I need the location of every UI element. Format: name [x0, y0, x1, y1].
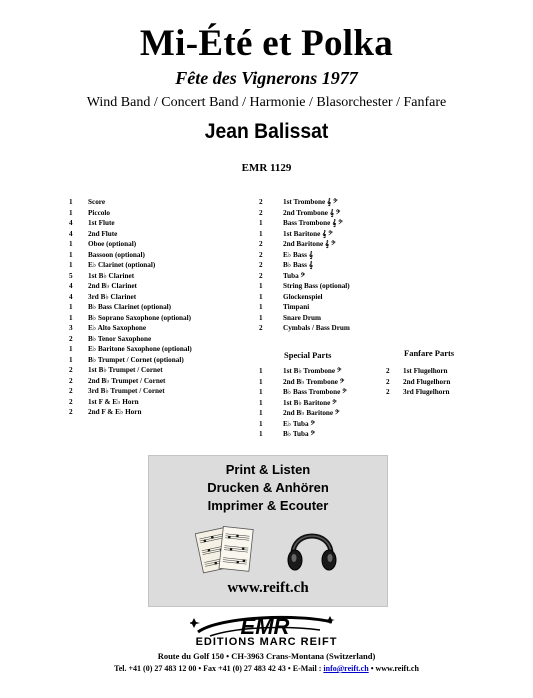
- part-name: 2nd F & E♭ Horn: [88, 408, 142, 416]
- sheet-music-icon: [195, 522, 257, 578]
- part-quantity: 1: [259, 419, 263, 428]
- part-name: 2nd B♭ Baritone 𝄢: [283, 409, 340, 417]
- part-name: 2nd B♭ Trumpet / Cornet: [88, 376, 166, 385]
- part-name: 1st Flute: [88, 219, 115, 227]
- part-quantity: 2: [386, 388, 390, 396]
- part-quantity: 2: [69, 408, 73, 416]
- part-quantity: 5: [69, 271, 73, 280]
- composer-name: Jean Balissat: [204, 120, 329, 143]
- part-name: 2nd Baritone 𝄞 𝄢: [283, 240, 336, 248]
- part-quantity: 1: [69, 240, 73, 248]
- part-name: Glockenspiel: [283, 292, 323, 301]
- part-name: Oboe (optional): [88, 240, 137, 248]
- part-name: Tuba 𝄢: [283, 271, 306, 280]
- subtitle: Fête des Vignerons 1977: [175, 68, 358, 88]
- catalog-number: EMR 1129: [241, 162, 292, 174]
- publisher-address: Route du Golf 150 • CH-3963 Crans-Montana (Switzerland): [157, 651, 376, 661]
- part-name: 1st F & E♭ Horn: [88, 397, 139, 406]
- part-quantity: 2: [69, 387, 73, 395]
- part-name: Score: [88, 198, 106, 206]
- part-quantity: 4: [69, 219, 73, 227]
- part-name: 1st B♭ Baritone 𝄢: [283, 398, 337, 407]
- contact-phone-fax: Tel. +41 (0) 27 483 12 00 • Fax +41 (0) 27 483 42 43 • E-Mail :: [114, 664, 324, 673]
- part-quantity: 1: [259, 377, 263, 386]
- part-name: B♭ Bass Trombone 𝄢: [283, 388, 347, 396]
- part-name: B♭ Tuba 𝄢: [283, 430, 315, 438]
- part-quantity: 1: [259, 409, 263, 417]
- part-quantity: 1: [69, 303, 73, 311]
- part-name: 1st Baritone 𝄞 𝄢: [283, 229, 333, 238]
- part-name: String Bass (optional): [283, 282, 350, 290]
- part-name: B♭ Trumpet / Cornet (optional): [88, 355, 184, 364]
- part-quantity: 1: [259, 313, 263, 322]
- print-listen-box: [148, 455, 388, 607]
- promo-line-english: Print & Listen: [225, 462, 311, 477]
- page-title: Mi-Été et Polka: [139, 23, 394, 64]
- part-name: 2nd B♭ Trombone 𝄢: [283, 377, 345, 386]
- part-quantity: 1: [69, 261, 73, 269]
- part-quantity: 1: [259, 430, 263, 438]
- ensemble-line: Wind Band / Concert Band / Harmonie / Blasorchester / Fanfare: [86, 95, 447, 110]
- emr-logo-text: EMR: [240, 614, 290, 639]
- part-quantity: 2: [259, 261, 263, 269]
- part-quantity: 1: [69, 355, 73, 364]
- part-quantity: 4: [69, 282, 73, 290]
- part-quantity: 1: [259, 367, 263, 375]
- part-quantity: 2: [259, 250, 263, 259]
- part-quantity: 1: [259, 229, 263, 238]
- part-quantity: 3: [69, 324, 73, 332]
- part-name: B♭ Tenor Saxophone: [88, 334, 152, 343]
- part-quantity: 4: [69, 229, 73, 238]
- part-name: 2nd B♭ Clarinet: [88, 282, 137, 290]
- part-name: 1st B♭ Trumpet / Cornet: [88, 366, 163, 374]
- part-quantity: 1: [69, 208, 73, 217]
- part-name: Snare Drum: [283, 313, 322, 322]
- part-name: Piccolo: [88, 208, 110, 217]
- promo-website[interactable]: www.reift.ch: [227, 580, 309, 596]
- part-name: 2nd Trombone 𝄞 𝄢: [283, 208, 341, 217]
- part-name: Timpani: [283, 303, 310, 311]
- part-name: E♭ Baritone Saxophone (optional): [88, 345, 192, 353]
- promo-line-german: Drucken & Anhören: [207, 480, 329, 495]
- part-quantity: 2: [69, 376, 73, 385]
- part-name: 3rd B♭ Trumpet / Cornet: [88, 387, 165, 395]
- part-name: 3rd B♭ Clarinet: [88, 292, 137, 301]
- headphones-icon: [285, 520, 339, 576]
- part-quantity: 1: [259, 303, 263, 311]
- part-name: B♭ Bass 𝄞: [283, 261, 314, 269]
- part-name: Bassoon (optional): [88, 250, 145, 259]
- part-name: E♭ Alto Saxophone: [88, 324, 147, 332]
- part-name: 2nd Flugelhorn: [403, 377, 451, 386]
- part-name: 3rd Flugelhorn: [403, 388, 450, 396]
- part-name: B♭ Bass Clarinet (optional): [88, 303, 172, 311]
- publisher-contact: [0, 664, 533, 673]
- part-name: E♭ Tuba 𝄢: [283, 419, 315, 428]
- part-quantity: 2: [259, 324, 263, 332]
- contact-website: • www.reift.ch: [368, 664, 419, 673]
- part-quantity: 2: [386, 377, 390, 386]
- fanfare-parts-heading: Fanfare Parts: [404, 348, 455, 358]
- part-name: E♭ Clarinet (optional): [88, 261, 156, 269]
- part-quantity: 2: [259, 271, 263, 280]
- part-name: 1st Flugelhorn: [403, 367, 448, 375]
- email-link[interactable]: info@reift.ch: [323, 664, 369, 673]
- part-name: 2nd Flute: [88, 229, 118, 238]
- part-quantity: 1: [259, 292, 263, 301]
- part-quantity: 2: [259, 208, 263, 217]
- part-name: 1st B♭ Trombone 𝄢: [283, 367, 342, 375]
- part-quantity: 2: [69, 366, 73, 374]
- part-quantity: 2: [69, 334, 73, 343]
- part-quantity: 1: [259, 388, 263, 396]
- part-quantity: 1: [259, 219, 263, 227]
- special-parts-heading: Special Parts: [284, 350, 332, 360]
- part-quantity: 1: [69, 345, 73, 353]
- part-name: Bass Trombone 𝄞 𝄢: [283, 219, 343, 227]
- part-name: E♭ Bass 𝄞: [283, 250, 314, 259]
- part-quantity: 1: [69, 313, 73, 322]
- part-name: B♭ Soprano Saxophone (optional): [88, 313, 192, 322]
- promo-line-french: Imprimer & Ecouter: [207, 498, 329, 513]
- part-quantity: 2: [69, 397, 73, 406]
- part-quantity: 1: [259, 282, 263, 290]
- part-quantity: 4: [69, 292, 73, 301]
- publisher-name: EDITIONS MARC REIFT: [195, 636, 338, 648]
- part-quantity: 1: [69, 250, 73, 259]
- part-quantity: 1: [69, 198, 73, 206]
- part-quantity: 1: [259, 398, 263, 407]
- part-name: 1st Trombone 𝄞 𝄢: [283, 198, 338, 206]
- part-quantity: 2: [259, 198, 263, 206]
- part-name: 1st B♭ Clarinet: [88, 271, 135, 280]
- part-quantity: 2: [386, 367, 390, 375]
- part-quantity: 2: [259, 240, 263, 248]
- part-name: Cymbals / Bass Drum: [283, 324, 350, 332]
